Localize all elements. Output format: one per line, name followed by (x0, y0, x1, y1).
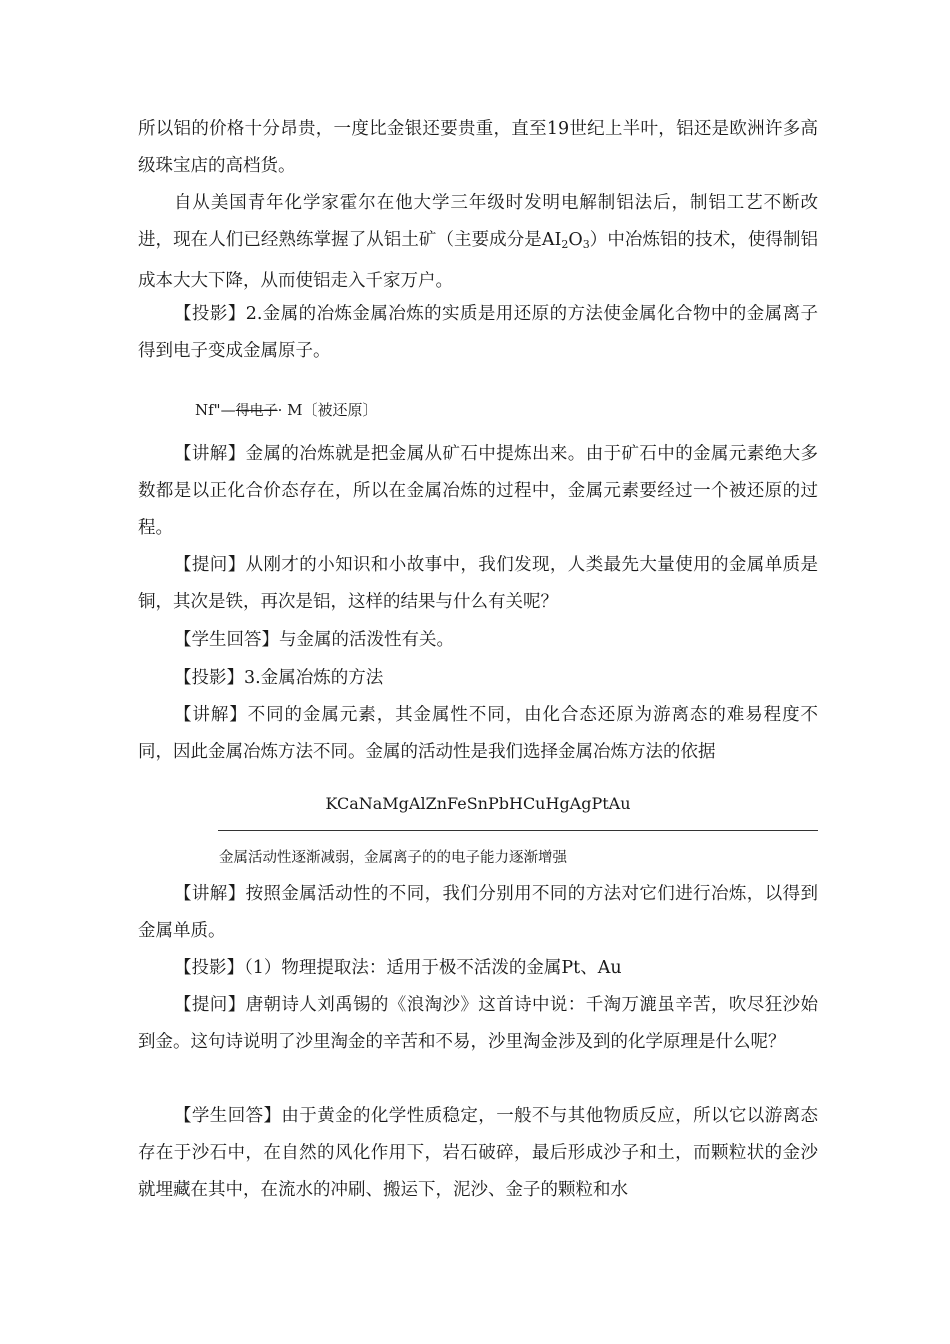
paragraph-hall-electrolysis (138, 185, 818, 300)
paragraph-explain-smelting: 【讲解】金属的冶炼就是把金属从矿石中提炼出来。由于矿石中的金属元素绝大多数都是以正化合价态存在，所以在金属冶炼的过程中，金属元素要经过一个被还原的过程。 (138, 444, 818, 538)
activity-series-rule (218, 830, 818, 831)
paragraph-projection-methods: 【投影】3.金属冶炼的方法 (174, 668, 384, 688)
activity-series-caption: 金属活动性逐渐减弱，金属离子的的电子能力逐渐增强 (219, 850, 567, 866)
paragraph-question-metals: 【提问】从刚才的小知识和小故事中，我们发现，人类最先大量使用的金属单质是铜，其次是铁，再次是铝，这样的结果与什么有关呢？ (138, 555, 818, 612)
paragraph-text: O (568, 230, 583, 250)
paragraph-explain-methods: 【讲解】不同的金属元素，其金属性不同，由化合态还原为游离态的难易程度不同，因此金属冶炼方法不同。金属的活动性是我们选择金属冶炼方法的依据 (138, 705, 818, 762)
subscript: 3 (582, 238, 590, 251)
reduction-formula (195, 399, 377, 420)
paragraph-explain-activity: 【讲解】按照金属活动性的不同，我们分别用不同的方法对它们进行冶炼，以得到金属单质。 (138, 884, 818, 941)
paragraph-student-answer-gold: 【学生回答】由于黄金的化学性质稳定，一般不与其他物质反应，所以它以游离态存在于沙石中，在自然的风化作用下，岩石破碎，最后形成沙子和土，而颗粒状的金沙就埋藏在其中，在流水的冲刷、搬运下，泥沙、金子的颗粒和水 (138, 1106, 818, 1200)
paragraph-projection-physical: 【投影】（1）物理提取法：适用于极不活泼的金属Pt、Au (174, 958, 622, 978)
paragraph-question-poem: 【提问】唐朝诗人刘禹锡的《浪淘沙》这首诗中说：千淘万漉虽辛苦，吹尽狂沙始到金。这句诗说明了沙里淘金的辛苦和不易，沙里淘金涉及到的化学原理是什么呢？ (138, 995, 818, 1052)
formula-left: Nf"— (195, 401, 236, 419)
paragraph-text: ）中冶炼铝的技术，使得制铝成本大大下降，从而使铝走入千家万户。 (138, 230, 818, 291)
paragraph-student-answer-activity: 【学生回答】与金属的活泼性有关。 (174, 630, 454, 650)
activity-series-metals: KCaNaMgAlZnFeSnPbHCuHgAgPtAu (325, 794, 631, 813)
subscript: 2 (561, 238, 569, 251)
paragraph-text: 自从美国青年化学家霍尔在他大学三年级时发明电解制铝法后，制铝工艺不断改进，现在人们已经熟练掌握了从铝土矿（主要成分是AI (138, 193, 818, 250)
paragraph-projection-smelting: 【投影】2.金属的冶炼金属冶炼的实质是用还原的方法使金属化合物中的金属离子得到电子变成金属原子。 (138, 304, 818, 361)
formula-right: · M〔被还原〕 (277, 401, 378, 419)
formula-arrow-label: 得电子 (235, 403, 278, 419)
paragraph-aluminum-price: 所以铝的价格十分昂贵，一度比金银还要贵重，直至19世纪上半叶，铝还是欧洲许多高级珠宝店的高档货。 (138, 119, 818, 176)
